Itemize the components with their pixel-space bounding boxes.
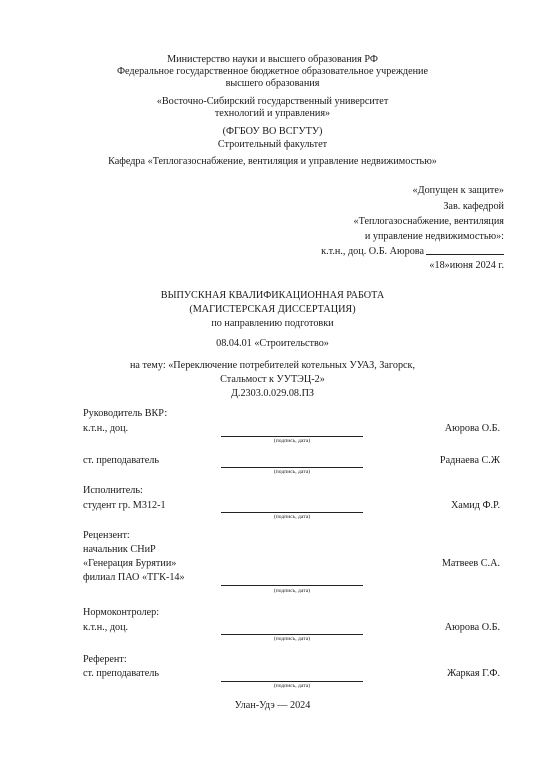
role-person-name: Матвеев С.А. bbox=[441, 558, 500, 569]
approval-date: «18»июня 2024 г. bbox=[429, 260, 504, 271]
thesis-direction-label: по направлению подготовки bbox=[211, 318, 334, 329]
role-position: к.т.н., доц. bbox=[83, 423, 129, 434]
role-person-name: Хамид Ф.Р. bbox=[450, 500, 500, 511]
role-person-name: Жаркая Г.Ф. bbox=[447, 668, 500, 679]
role-position: начальник СНиР bbox=[83, 544, 156, 555]
role-label: Рецензент: bbox=[83, 530, 130, 541]
signature-line bbox=[221, 512, 363, 513]
signature-line bbox=[221, 681, 363, 682]
role-label: Референт: bbox=[83, 654, 127, 665]
thesis-document-code: Д.2303.0.029.08.ПЗ bbox=[230, 388, 315, 399]
header-line-faculty: Строительный факультет bbox=[217, 139, 328, 150]
role-organization-branch: филиал ПАО «ТГК-14» bbox=[83, 572, 185, 583]
signature-caption: (подпись, дата) bbox=[273, 588, 311, 594]
signature-line bbox=[221, 436, 363, 437]
thesis-topic: на тему: «Переключение потребителей котельных УУАЗ, Загорск, bbox=[129, 360, 416, 371]
role-organization: «Генерация Бурятии» bbox=[83, 558, 177, 569]
thesis-subtype: (МАГИСТЕРСКАЯ ДИССЕРТАЦИЯ) bbox=[189, 304, 356, 315]
approval-head-title: Зав. кафедрой bbox=[443, 201, 504, 212]
signature-line bbox=[221, 634, 363, 635]
header-line-department: Кафедра «Теплогазоснабжение, вентиляция и управление недвижимостью» bbox=[108, 156, 437, 167]
approval-department: «Теплогазоснабжение, вентиляция bbox=[353, 216, 504, 227]
signature-caption: (подпись, дата) bbox=[273, 438, 311, 444]
signature-caption: (подпись, дата) bbox=[273, 683, 311, 689]
approval-department-cont: и управление недвижимостью»: bbox=[364, 231, 504, 242]
header-line-ministry: Министерство науки и высшего образования РФ bbox=[167, 54, 378, 65]
header-line-institution-type: Федеральное государственное бюджетное образовательное учреждение bbox=[116, 66, 429, 77]
role-label: Руководитель ВКР: bbox=[83, 408, 168, 419]
header-line-abbreviation: (ФГБОУ ВО ВСГУТУ) bbox=[222, 126, 323, 137]
role-person-name: Аюрова О.Б. bbox=[444, 622, 500, 633]
approval-signatory bbox=[321, 245, 504, 258]
approval-signature-line bbox=[426, 245, 504, 255]
signature-caption: (подпись, дата) bbox=[273, 514, 311, 520]
role-label: Нормоконтролер: bbox=[83, 607, 160, 618]
city-year: Улан-Удэ — 2024 bbox=[234, 700, 311, 711]
role-position: ст. преподаватель bbox=[83, 668, 159, 679]
role-position: студент гр. М312-1 bbox=[83, 500, 166, 511]
thesis-direction: 08.04.01 «Строительство» bbox=[216, 338, 329, 349]
header-line-university-name-cont: технологий и управления» bbox=[214, 108, 331, 119]
thesis-type: ВЫПУСКНАЯ КВАЛИФИКАЦИОННАЯ РАБОТА bbox=[160, 290, 385, 301]
role-position: ст. преподаватель bbox=[83, 455, 159, 466]
signature-caption: (подпись, дата) bbox=[273, 636, 311, 642]
approval-signatory-name: к.т.н., доц. О.Б. Аюрова bbox=[321, 246, 424, 257]
signature-line bbox=[221, 467, 363, 468]
signature-line bbox=[221, 585, 363, 586]
role-person-name: Аюрова О.Б. bbox=[444, 423, 500, 434]
header-line-education-level: высшего образования bbox=[225, 78, 320, 89]
header-line-university-name: «Восточно-Сибирский государственный университет bbox=[156, 96, 389, 107]
role-person-name: Раднаева С.Ж bbox=[439, 455, 500, 466]
approval-admitted: «Допущен к защите» bbox=[412, 185, 504, 196]
role-position: к.т.н., доц. bbox=[83, 622, 129, 633]
thesis-topic-cont: Стальмост к УУТЭЦ-2» bbox=[220, 374, 325, 385]
role-label: Исполнитель: bbox=[83, 485, 143, 496]
signature-caption: (подпись, дата) bbox=[273, 469, 311, 475]
